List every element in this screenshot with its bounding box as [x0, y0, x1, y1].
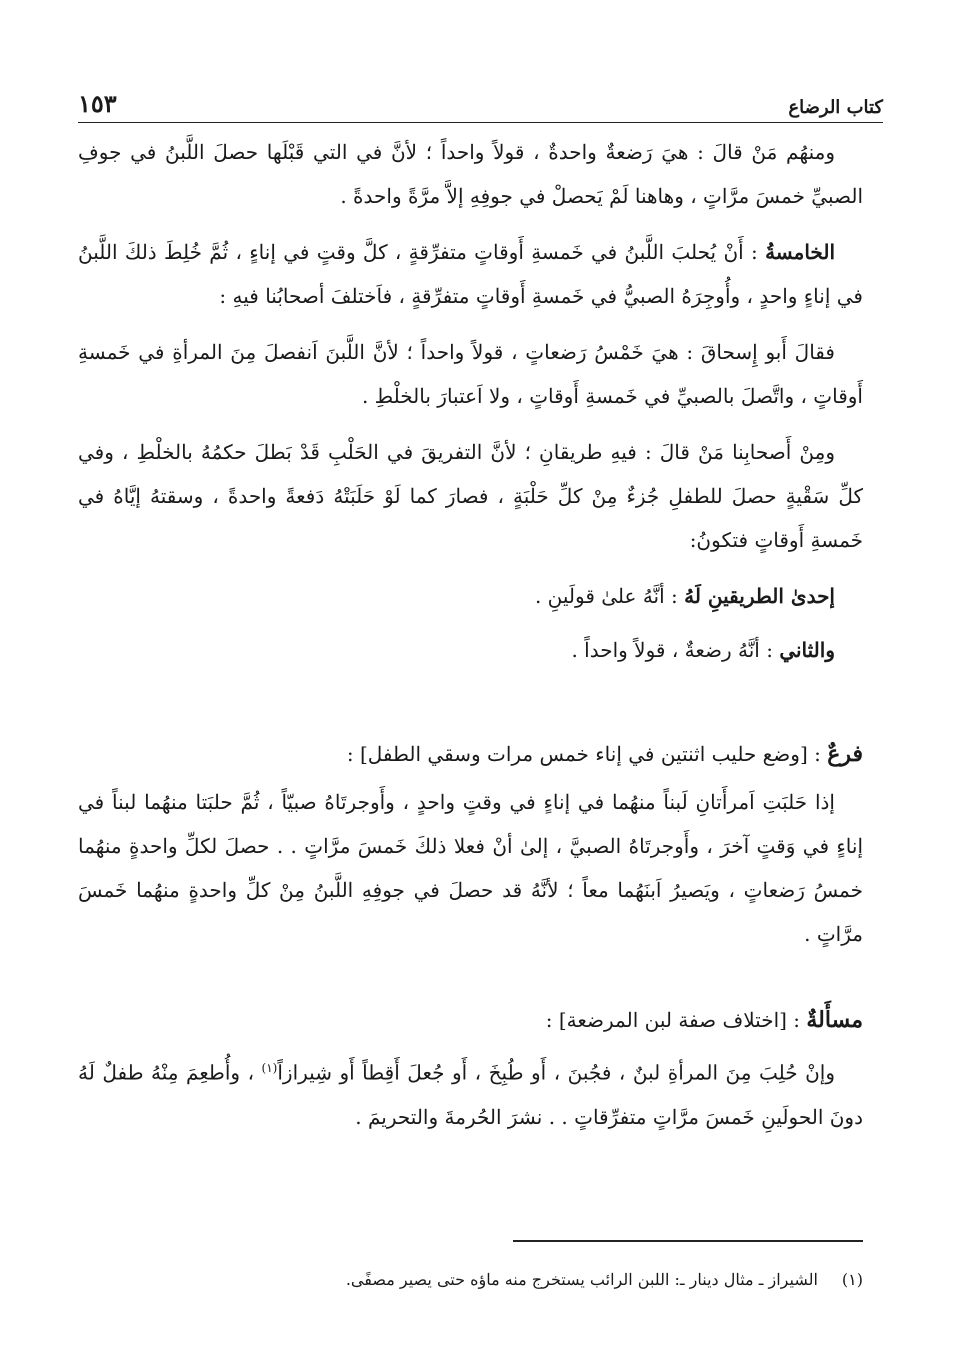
section-2-keyword: مسأَلةٌ	[806, 1007, 863, 1033]
paragraph-6-text: : أنَّهُ رضعةٌ ، قولاً واحداً .	[571, 638, 780, 662]
footnote-text: الشيراز ـ مثال دينار ـ: اللبن الرائب يستخرج منه ماؤه حتى يصير مصفًى.	[345, 1270, 818, 1289]
section-spacer	[78, 968, 863, 998]
footnote-divider	[513, 1240, 863, 1242]
section-1-text: إذا حَلبَتِ اَمرأَتانِ لَبناً منهُما في إناءٍ في وقتٍ واحدٍ ، وأَوجرتَاهُ صبيّاً ، ثُمَّ حلبَتا منهُما لبناً في إناءٍ في وَقتٍ آخرَ ، وأَوجرتَاهُ الصبيَّ ، إلىٰ أنْ فعلا ذلكَ خَمسَ مرَّاتٍ . . حصلَ لكلِّ واحدةٍ منهُما خمسُ رَضعاتٍ ، ويَصيرُ اَبنَهُما معاً ؛ لأنَّهُ قد حصلَ في جوفِهِ اللَّبنُ مِنْ كلِّ واحدةٍ منهُما خَمسَ مرَّاتٍ .	[78, 790, 863, 946]
paragraph-4: ومِنْ أَصحابِنا مَنْ قالَ : فيهِ طريقانِ ؛ لأنَّ التفريقَ في الحَلْبِ قَدْ بَطلَ حكمُهُ بالخلْطِ ، وفي كلِّ سَقْيةٍ حصلَ للطفلِ جُزءٌ مِنْ كلِّ حَلْبَةٍ ، فصارَ كما لَوْ حَلَبَتْهُ دَفعةً واحدةً ، وسقتهُ إيَّاهُ في خَمسةِ أَوقاتٍ فتكونُ:	[78, 440, 863, 552]
paragraph-5	[78, 574, 863, 618]
section-1-heading	[78, 732, 863, 776]
page-body	[78, 130, 863, 1151]
section-1-keyword: فرعٌ	[827, 741, 863, 767]
running-title: كتاب الرضاع	[788, 97, 883, 118]
paragraph-5-text: : أنَّهُ علىٰ قولَينِ .	[534, 584, 685, 608]
paragraph-2	[78, 230, 863, 318]
section-2-heading	[78, 998, 863, 1042]
paragraph-5-label: إحدىٰ الطريقينِ لَهُ	[684, 584, 835, 608]
footnote-reference[interactable]: (١)	[261, 1061, 278, 1075]
paragraph-3: فقالَ أَبو إِسحاقَ : هيَ خَمْسُ رَضعاتٍ ، قولاً واحداً ؛ لأنَّ اللَّبنَ اَنفصلَ مِنَ المرأةِ في خَمسةِ أَوقاتٍ ، واتَّصلَ بالصبيِّ في خَمسةِ أَوقاتٍ ، ولا اَعتبارَ بالخلْطِ .	[78, 340, 863, 408]
paragraph-2-text: : أَنْ يُحلبَ اللَّبنُ في خَمسةِ أَوقاتٍ متفرِّقةٍ ، كلَّ وقتٍ في إناءٍ ، ثُمَّ خُلِطَ ذلكَ اللَّبنُ في إناءٍ واحدٍ ، وأُوجِرَهُ الصبيُّ في خَمسةِ أَوقاتٍ متفرِّقةٍ ، فاَختلفَ أصحابُنا فيهِ :	[78, 240, 863, 308]
section-2-text	[78, 1046, 863, 1139]
page-number: ١٥٣	[78, 89, 117, 118]
paragraph-6-label: والثاني	[779, 638, 835, 662]
section-1-subtitle: : [وضع حليب اثنتين في إناء خمس مرات وسقي الطفل] :	[346, 742, 828, 766]
section-2-subtitle: : [اختلاف صفة لبن المرضعة] :	[545, 1008, 807, 1032]
paragraph-6	[78, 628, 863, 672]
paragraph-2-label: الخامسةُ	[765, 240, 835, 264]
section-2-text-a: وإنْ حُلِبَ مِنَ المرأةِ لبنٌ ، فجُبنَ ، أَو طُبِخَ ، أَو جُعلَ أَقِطاً أَو شِيرازاً	[277, 1060, 835, 1085]
footnote	[78, 1266, 863, 1294]
section-spacer	[78, 682, 863, 732]
page-header	[78, 78, 883, 123]
footnote-mark: (١)	[841, 1270, 863, 1289]
paragraph-1: ومنهُم مَنْ قالَ : هيَ رَضعةٌ واحدةٌ ، قولاً واحداً ؛ لأنَّ في التي قَبْلَها حصلَ اللَّبنُ في جوفِ الصبيِّ خمسَ مرَّاتٍ ، وهاهنا لَمْ يَحصلْ في جوفِهِ إلاَّ مرَّةً واحدةً .	[78, 140, 863, 208]
section-2-text-b: ، وأُطعِمَ مِنْهُ طفلٌ لَهُ دونَ الحولَينِ خَمسَ مرَّاتٍ متفرِّقاتٍ . . نشرَ الحُرمةَ والتحريمَ .	[78, 1060, 863, 1129]
